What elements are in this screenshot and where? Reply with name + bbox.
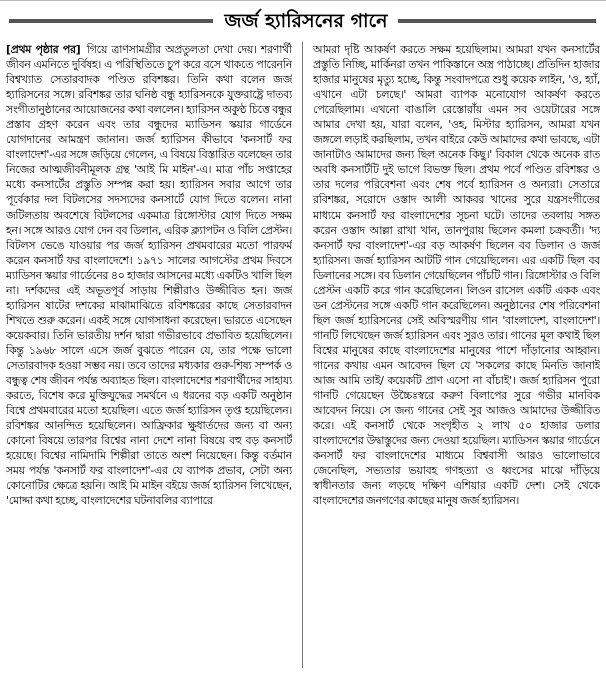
article-column-right: [313, 42, 600, 670]
column-divider: [302, 42, 303, 668]
article-column-left: [6, 42, 292, 670]
article-headline: জর্জ হ্যারিসনের গানে: [224, 10, 388, 32]
headline-rule-right: [398, 19, 596, 23]
headline-bar: [0, 6, 606, 36]
right-column-text: আমরা দৃষ্টি আকর্ষণ করতে সক্ষম হয়েছিলাম। আমরা যখন কনসার্টের প্রস্তুতি নিচ্ছি, মার্কিনরা তখন পাকিস্তানে অস্ত্র পাঠাচ্ছে। প্রতিদিন হাজার হাজার মানুষের মৃত্যু হচ্ছে, কিন্তু সংবাদপত্রে শুধু কয়েক লাইন, 'ও, হ্যাঁ, এখানে এটা চলছে।' আমরা ব্যাপক মনোযোগ আকর্ষণ করতে পেরেছিলাম। এখনো বাঙালি রেস্তোরাঁয় এমন সব ওয়েটারের সঙ্গে আমার দেখা হয়, যারা বলেন, 'ওহ, মিস্টার হ্যারিসন, আমরা যখন জঙ্গলে লড়াই করছিলাম, তখন বাইরে কেউ আমাদের কথা ভাবছে, এটা জানাটাও আমাদের জন্য ছিল অনেক কিছু।' বিকাল থেকে অনেক রাত অবধি কনসার্টটি দুই ভাগে বিভক্ত ছিল। প্রথম পর্বে পণ্ডিত রবিশঙ্কর ও তার দলের পরিবেশনা এবং শেষ পর্বে হ্যারিসন ও অন্যরা। সেতারে রবিশঙ্কর, সরোদে ওস্তাদ আলী আকবর খানের সুরে যন্ত্রসংগীতের মাধ্যমে কনসার্ট ফর বাংলাদেশের সূচনা ঘটে। তাদের তবলায় সঙ্গত করেন ওস্তাদ আল্লা রাখা খান, তানপুরায় ছিলেন কমলা চক্রবর্তী। 'দ্য কনসার্ট ফর বাংলাদেশ'-এর বড় আকর্ষণ ছিলেন বব ডিলান ও জর্জ হ্যারিসন। জর্জ হ্যারিসন আটটি গান গেয়েছিলেন। এর একটি ছিল বব ডিলানের সঙ্গে। বব ডিলান গেয়েছিলেন পাঁচটি গান। রিঙ্গোস্টার ও বিলি প্রেস্টন একটি করে গান করেছিলেন। লিওন রাসেল একটি একক এবং ডন প্রেস্টনের সঙ্গে একটি গান করেছিলেন। অনুষ্ঠানের শেষ পরিবেশনা ছিল জর্জ হ্যারিসনের সেই অবিস্মরণীয় গান 'বাংলাদেশ, বাংলাদেশ'। গানটি লিখেছেন জর্জ হ্যারিসন এবং সুরও তার। গানের মূল কথাই ছিল বিশ্বের মানুষের কাছে বাংলাদেশের মানুষের পাশে দাঁড়ানোর আহ্বান। গানের কথায় এমন আবেদন ছিল যে 'সকলের কাছে মিনতি জানাই আজ আমি তাই/ কয়েকটি প্রাণ এসো না বাঁচাই'। জর্জ হ্যারিসন পুরো গানটি গেয়েছেন উচ্চৈঃস্বরে করুণ বিলাপের সুরে গভীর মানবিক আবেদন নিয়ে। সে জন্য গানের সেই সুর আজও আমাদের উজ্জীবিত করে। এই কনসার্ট থেকে সংগৃহীত ২ লাখ ৫০ হাজার ডলার বাংলাদেশের উদ্বাস্তুদের জন্য দেওয়া হয়েছিল। ম্যাডিসন স্কয়ার গার্ডেনে কনসার্ট ফর বাংলাদেশের মাধ্যমে বিশ্ববাসী আরও ভালোভাবে জেনেছিল, সভ্যতার ভয়াবহ গণহত্যা ও ধ্বংসের মাঝে দাঁড়িয়ে স্বাধীনতার জন্য লড়ছে দক্ষিণ এশিয়ার একটি দেশ। সেই থেকে বাংলাদেশের জনগণের কাছের মানুষ জর্জ হ্যারিসন।: [313, 43, 600, 508]
left-column-text: গিয়ে ত্রাণসামগ্রীর অপ্রতুলতা দেখা দেয়। শরণার্থী জীবন এমনিতে দুর্বিষহ। এ পরিস্থিতিতে চুপ করে বসে থাকতে পারেননি বিশ্বখ্যাত সেতারবাদক পণ্ডিত রবিশঙ্কর। তিনি কথা বলেন জর্জ হ্যারিসনের সঙ্গে। রবিশঙ্কর তার ঘনিষ্ঠ বন্ধু হ্যারিসনকে যুক্তরাষ্ট্রে দাতব্য সংগীতানুষ্ঠানের আয়োজনের কথা বললেন। হ্যারিসন অকুণ্ঠ চিত্তে বন্ধুর প্রস্তাব গ্রহণ করেন এবং তার বন্ধুদের ম্যাডিসন স্কয়ার গার্ডেনে যোগদানের আমন্ত্রণ জানান। জর্জ হ্যারিসন কীভাবে 'কনসার্ট ফর বাংলাদেশ'-এর সঙ্গে জড়িয়ে গেলেন, এ বিষয়ে বিস্তারিত বলেছেন তার নিজের আত্মজীবনীমূলক গ্রন্থ 'আই মি মাইন'-এ। মাত্র পাঁচ সপ্তাহের মধ্যে কনসার্টের প্রস্তুতি সম্পন্ন করা হয়। হ্যারিসন সবার আগে তার পূর্বেকার দল বিটলসের সদস্যদের কনসার্টে যোগ দিতে বলেন। নানা জটিলতায় অবশেষে বিটলসের একমাত্র রিঙ্গোস্টার যোগ দিতে সক্ষম হন। সঙ্গে আরও যোগ দেন বব ডিলান, এরিক ক্ল্যাপটন ও বিলি প্রেস্টন। বিটলস ভেঙে যাওয়ার পর জর্জ হ্যারিসন প্রথমবারের মতো পারফর্ম করেন কনসার্ট ফর বাংলাদেশে। ১৯৭১ সালের আগস্টের প্রথম দিবসে ম্যাডিসন স্কয়ার গার্ডেনের ৪০ হাজার আসনের মধ্যে একটিও খালি ছিল না। দর্শকদের এই অভূতপূর্ব সাড়ায় শিল্পীরাও উজ্জীবিত হন। জর্জ হ্যারিসন ষাটের দশকের মাঝামাঝিতে রবিশঙ্করের কাছে সেতারবাদন শিখতে শুরু করেন। একই সঙ্গে যোগসাধনা করেছেন। ভারতে এসেছেন কয়েকবার। তিনি ভারতীয় দর্শন দ্বারা গভীরভাবে প্রভাবিত হয়েছিলেন। কিন্তু ১৯৬৮ সালে এসে জর্জ বুঝতে পারেন যে, তার পক্ষে ভালো সেতারবাদক হওয়া সম্ভব নয়। তবে তাদের মধ্যকার গুরু-শিষ্য সম্পর্ক ও বন্ধুত্ব শেষ জীবন পর্যন্ত অব্যাহত ছিল। বাংলাদেশের শরণার্থীদের সাহায্য করতে, বিশেষ করে মুক্তিযুদ্ধের সমর্থনে এ ধরনের বড় একটি অনুষ্ঠান বিশ্বে প্রথমবারের মতো হয়েছিল। এতে জর্জ হ্যারিসন তৃপ্ত হয়েছিলেন। রবিশঙ্কর আনন্দিত হয়েছিলেন। আফ্রিকার ক্ষুধার্তদের জন্য বা অন্য কোনো বিষয়ে তারপর বিশ্বের নানা দেশে নানা বিষয়ে বহু বড় কনসার্ট হয়েছে। বিশ্বের নামিদামি শিল্পীরা তাতে অংশ নিয়েছেন। কিন্তু বর্তমান সময় পর্যন্ত 'কনসার্ট ফর বাংলাদেশ'-এর যে ব্যাপক প্রভাব, সেটা অন্য কোনোটির ক্ষেত্রে হয়নি। আই মি মাইন বইয়ে জর্জ হ্যারিসন লিখেছেন, 'মোদ্দা কথা হচ্ছে, বাংলাদেশের ঘটনাবলির ব্যাপারে: [6, 43, 292, 508]
continued-from-marker: [প্রথম পৃষ্ঠার পর]: [6, 43, 81, 56]
headline-rule-left: [9, 19, 213, 23]
top-border-line: [0, 0, 606, 1]
left-column-paragraph: [6, 42, 292, 508]
